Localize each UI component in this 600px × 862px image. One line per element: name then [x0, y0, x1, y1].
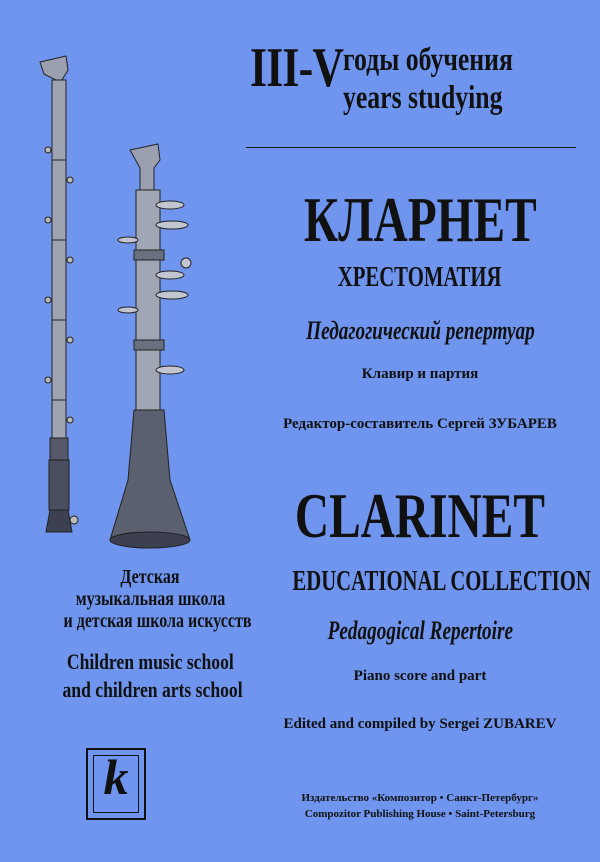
editor-ru: Редактор-составитель Сергей ЗУБАРЕВ — [283, 416, 557, 432]
repertoire-ru: Педагогический репертуар — [305, 316, 535, 345]
format-ru: Клавир и партия — [361, 366, 479, 382]
clarinet-small-icon — [40, 56, 78, 532]
school-ru-line: Детская — [120, 566, 180, 588]
subtitle-en: EDUCATIONAL COLLECTION — [292, 566, 591, 597]
school-ru — [40, 566, 260, 632]
subtitle-ru: ХРЕСТОМАТИЯ — [338, 262, 502, 293]
school-en-line: and children arts school — [62, 677, 243, 702]
title-ru: КЛАРНЕТ — [303, 184, 537, 255]
school-en-line: Children music school — [66, 649, 234, 674]
header-divider — [246, 147, 576, 148]
years-label-ru: годы обучения — [343, 42, 513, 78]
publisher-ru: Издательство «Композитор • Санкт-Петербург» — [301, 792, 539, 804]
clarinet-illustration — [20, 40, 230, 560]
years-label-en: years studying — [343, 80, 503, 116]
clarinet-large-icon — [110, 144, 191, 548]
title-en: CLARINET — [294, 480, 546, 551]
repertoire-en: Pedagogical Repertoire — [327, 616, 513, 645]
publisher-logo — [86, 748, 146, 820]
publisher-en: Compozitor Publishing House • Saint-Petersburg — [304, 808, 536, 820]
grade-range: III-V — [250, 37, 344, 99]
editor-en: Edited and compiled by Sergei ZUBAREV — [283, 716, 557, 732]
format-en: Piano score and part — [353, 668, 487, 684]
school-en — [40, 648, 260, 704]
school-ru-line: и детская школа искусств — [63, 610, 252, 632]
school-ru-line: музыкальная школа — [75, 588, 225, 610]
logo-glyph: k — [103, 749, 129, 805]
